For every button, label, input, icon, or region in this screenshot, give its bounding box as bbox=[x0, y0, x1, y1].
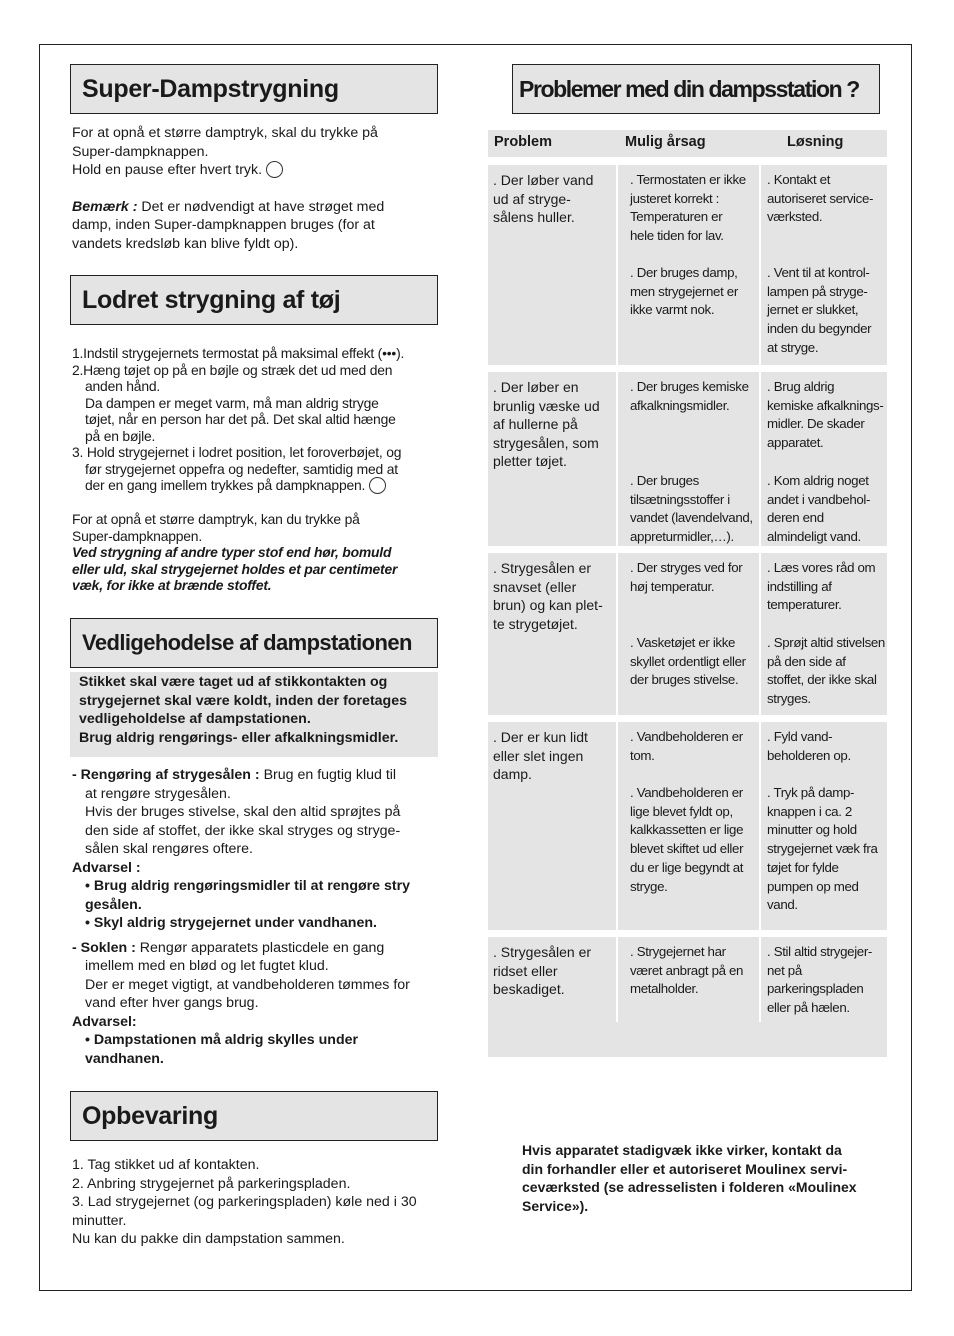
text-line: midler. De skader bbox=[767, 416, 865, 432]
column-divider bbox=[616, 372, 618, 546]
subheading: - Rengøring af strygesålen : bbox=[72, 767, 260, 783]
header-cause: Mulig årsag bbox=[625, 134, 706, 150]
text-line: damp. bbox=[493, 766, 532, 782]
column-divider bbox=[759, 165, 761, 365]
text-line: inden du begynder bbox=[767, 321, 872, 337]
text-line: at stryge. bbox=[767, 339, 819, 355]
cause-cell bbox=[618, 722, 760, 930]
text-line: Brug en fugtig klud til bbox=[259, 767, 397, 783]
text-line: vandet (lavendelvand, bbox=[630, 510, 753, 526]
cause-cell bbox=[618, 553, 760, 715]
list-item: 3. Lad strygejernet (og parkeringspladen) køle ned i 30 bbox=[72, 1194, 417, 1210]
cause-cell bbox=[618, 372, 760, 546]
text-line: Hvis apparatet stadigvæk ikke virker, kontakt da bbox=[522, 1142, 842, 1158]
heading-vedligeholdelse: Vedligehodelse af dampstationen bbox=[70, 618, 438, 668]
text-line: lige blevet fyldt op, bbox=[630, 803, 733, 819]
text-line: . Vasketøjet er ikke bbox=[630, 635, 736, 650]
solution-cell bbox=[761, 372, 887, 546]
solution-item bbox=[767, 264, 871, 358]
cause-cell bbox=[618, 165, 760, 365]
text-line: Super-dampknappen. bbox=[72, 143, 209, 160]
text-line: pumpen op med bbox=[767, 878, 859, 894]
text-line: . Der stryges ved for bbox=[630, 560, 743, 575]
text-line: strygesålen, som bbox=[493, 434, 599, 451]
solution-cell bbox=[761, 165, 887, 365]
text-line: . Kom aldrig noget bbox=[767, 473, 869, 488]
text-line: skyllet ordentligt eller bbox=[630, 653, 746, 669]
text-line: almindeligt vand. bbox=[767, 529, 861, 545]
text-line: metalholder. bbox=[630, 981, 699, 997]
text-line: vandhanen. bbox=[85, 1050, 164, 1067]
text-line: . Kontakt et bbox=[767, 172, 831, 187]
column-divider bbox=[616, 722, 618, 930]
text-line: ikke varmt nok. bbox=[630, 302, 715, 318]
text-line: . Der bruges bbox=[630, 473, 699, 488]
cause-item bbox=[630, 728, 743, 765]
text-line: . Der løber en bbox=[493, 379, 579, 395]
cause-item bbox=[630, 943, 743, 999]
text-line: . Tryk på damp- bbox=[767, 785, 855, 800]
text-line: Nu kan du pakke din dampstation sammen. bbox=[72, 1231, 345, 1247]
table-row bbox=[488, 722, 887, 930]
text-line: den side af stoffet, der ikke skal stryges og stryge- bbox=[85, 822, 401, 839]
text-line: . Stil altid strygejer- bbox=[767, 944, 873, 959]
text-line: . Vandbeholderen er bbox=[630, 785, 743, 800]
text-line: . Strygesålen er bbox=[493, 560, 592, 576]
text-line: ceværksted (se adresselisten i folderen «Moulinex bbox=[522, 1179, 857, 1195]
text-line: indstilling af bbox=[767, 578, 832, 594]
cause-item bbox=[630, 559, 742, 596]
text-line: vandets kredsløb kan blive fyldt op). bbox=[72, 235, 299, 252]
warning-line: Ved strygning af andre typer stof end hør, bomuld bbox=[72, 544, 392, 560]
text-line: strygejernet skal være koldt, inden der foretages bbox=[79, 692, 408, 709]
text-line: kemiske afkalknings- bbox=[767, 397, 884, 413]
text-line: beskadiget. bbox=[493, 981, 565, 997]
column-divider bbox=[759, 722, 761, 930]
text-line: imellem med en blød og let fugtet klud. bbox=[85, 958, 329, 974]
solution-item bbox=[767, 728, 851, 765]
text-line: . Der bruges kemiske bbox=[630, 379, 749, 394]
cause-item bbox=[630, 472, 753, 547]
text-line: stoffet, der ikke skal bbox=[767, 672, 877, 688]
text-line: du er lige begyndt at bbox=[630, 859, 744, 875]
text-line: anden hånd. bbox=[85, 378, 161, 394]
text-line: på den side af bbox=[767, 653, 846, 669]
text-line: vand. bbox=[767, 897, 798, 913]
text-line: hele tiden for lav. bbox=[630, 228, 724, 244]
text-line: parkeringspladen bbox=[767, 981, 864, 997]
text-line: . Sprøjt altid stivelsen bbox=[767, 635, 885, 650]
text-line: damp, inden Super-dampknappen bruges (for at bbox=[72, 217, 375, 233]
text-line: Der er meget vigtigt, at vandbeholderen tømmes for bbox=[85, 976, 410, 993]
cause-item bbox=[630, 264, 738, 320]
bullet-item: • Skyl aldrig strygejernet under vandhanen. bbox=[85, 915, 377, 931]
text-line: Service»). bbox=[522, 1197, 589, 1214]
cause-item bbox=[630, 784, 743, 896]
solution-item bbox=[767, 634, 885, 709]
text-line: der bruges stivelse. bbox=[630, 672, 739, 688]
solution-item bbox=[767, 559, 875, 615]
problem-cell bbox=[488, 722, 617, 930]
text-line: tom. bbox=[630, 747, 655, 763]
text-line: af hullerne på bbox=[493, 416, 578, 432]
text-line: temperaturer. bbox=[767, 597, 842, 613]
text-line: . Fyld vand- bbox=[767, 729, 833, 744]
text-line: Temperaturen er bbox=[630, 209, 723, 225]
warning-label: Advarsel : bbox=[72, 859, 141, 876]
text-line: knappen i ca. 2 bbox=[767, 803, 852, 819]
text-line: . Vent til at kontrol- bbox=[767, 265, 870, 280]
warning-label: Advarsel: bbox=[72, 1013, 137, 1030]
steam-button-icon bbox=[369, 477, 386, 494]
bullet-item: • Dampstationen må aldrig skylles under bbox=[85, 1032, 359, 1048]
text-line: . Der løber vand bbox=[493, 172, 594, 188]
solution-item bbox=[767, 472, 870, 547]
heading-opbevaring: Opbevaring bbox=[70, 1091, 438, 1141]
table-header bbox=[488, 130, 887, 157]
maintenance-warning-box bbox=[70, 672, 438, 757]
cause-item bbox=[630, 171, 746, 246]
text-line: minutter og hold bbox=[767, 822, 857, 838]
super-dampstrygning-text bbox=[72, 124, 442, 253]
column-divider bbox=[759, 553, 761, 715]
text-line: te strygetøjet. bbox=[493, 615, 578, 632]
table-row bbox=[488, 165, 887, 365]
problem-cell bbox=[488, 372, 617, 546]
warning-line: væk, for ikke at brænde stoffet. bbox=[72, 577, 272, 593]
text-line: ridset eller bbox=[493, 962, 558, 979]
text-line: tøjet for fylde bbox=[767, 859, 839, 875]
text-line: der en gang imellem trykkes på dampknappen. bbox=[85, 477, 366, 493]
text-line: justeret korrekt : bbox=[630, 190, 720, 206]
text-line: stryge. bbox=[630, 878, 668, 894]
text-line: snavset (eller bbox=[493, 578, 577, 595]
text-line: Hvis der bruges stivelse, skal den altid sprøjtes på bbox=[85, 804, 401, 820]
column-divider bbox=[616, 937, 618, 1022]
text-line: Brug aldrig rengørings- eller afkalkningsmidler. bbox=[79, 729, 399, 746]
text-line: Super-dampknappen. bbox=[72, 527, 202, 544]
text-line: før strygejernet oppefra og nedefter, samtidig med at bbox=[85, 460, 398, 477]
solution-item bbox=[767, 943, 872, 1018]
text-line: din forhandler eller et autoriseret Moulinex servi- bbox=[522, 1160, 848, 1177]
text-line: Stikket skal være taget ud af stikkontakten og bbox=[79, 674, 388, 690]
text-line: brunlig væske ud bbox=[493, 397, 600, 414]
text-line: brun) og kan plet- bbox=[493, 597, 603, 613]
note-label: Bemærk : bbox=[72, 198, 138, 215]
text-line: For at opnå et større damptryk, kan du trykke på bbox=[72, 511, 360, 527]
text-line: . Strygejernet har bbox=[630, 944, 726, 959]
text-line: . Der er kun lidt bbox=[493, 729, 588, 745]
text-line: eller slet ingen bbox=[493, 747, 584, 764]
text-line: afkalkningsmidler. bbox=[630, 397, 730, 413]
problem-cell bbox=[488, 553, 617, 715]
heading-problemer: Problemer med din dampsstation ? bbox=[512, 64, 880, 114]
text-line: eller på hælen. bbox=[767, 1000, 850, 1016]
text-line: været anbragt på en bbox=[630, 962, 744, 978]
text-line: stryges. bbox=[767, 691, 811, 707]
text-line: pletter tøjet. bbox=[493, 453, 567, 469]
text-line: Rengør apparatets plasticdele en gang bbox=[135, 939, 385, 956]
text-line: tøjet, når en person har det på. Det skal altid hænge bbox=[85, 411, 396, 427]
text-line: . Vandbeholderen er bbox=[630, 729, 743, 744]
text-line: lampen på stryge- bbox=[767, 283, 868, 299]
text-line: net på bbox=[767, 962, 802, 978]
solution-item bbox=[767, 171, 873, 227]
solution-cell bbox=[761, 937, 887, 1057]
lodret-strygning-text bbox=[72, 345, 444, 594]
list-item: 2. Anbring strygejernet på parkeringspladen. bbox=[72, 1175, 351, 1192]
text-line: . Termostaten er ikke bbox=[630, 172, 746, 187]
text-line: at rengøre strygesålen. bbox=[85, 785, 231, 802]
cause-item bbox=[630, 634, 746, 690]
maintenance-text bbox=[72, 766, 444, 1068]
list-item: 1. Tag stikket ud af kontakten. bbox=[72, 1157, 260, 1173]
heading-super-dampstrygning: Super-Dampstrygning bbox=[70, 64, 438, 114]
table-row bbox=[488, 553, 887, 715]
column-divider bbox=[759, 372, 761, 546]
column-divider bbox=[759, 937, 761, 1022]
text-line: . Strygesålen er bbox=[493, 944, 592, 960]
table-row bbox=[488, 937, 887, 1057]
warning-line: eller uld, skal strygejernet holdes et par centimeter bbox=[72, 560, 398, 577]
table-row bbox=[488, 372, 887, 546]
text-line: ud af stryge- bbox=[493, 190, 571, 207]
header-solution: Løsning bbox=[787, 134, 844, 150]
text-line: andet i vandbehol- bbox=[767, 491, 871, 507]
footer-note bbox=[522, 1141, 892, 1215]
text-line: apparatet. bbox=[767, 435, 824, 451]
column-divider bbox=[616, 553, 618, 715]
text-line: vand efter hver gangs brug. bbox=[85, 995, 259, 1011]
text-line: appreturmidler,…). bbox=[630, 529, 734, 545]
heading-lodret-strygning: Lodret strygning af tøj bbox=[70, 275, 438, 325]
text-line: autoriseret service- bbox=[767, 190, 874, 206]
solution-item bbox=[767, 378, 883, 453]
list-item: 2.Hæng tøjet op på en bøjle og stræk det ud med den bbox=[72, 361, 393, 378]
text-line: beholderen op. bbox=[767, 747, 851, 763]
header-problem: Problem bbox=[494, 134, 553, 150]
text-line: værksted. bbox=[767, 209, 823, 225]
text-line: . Læs vores råd om bbox=[767, 560, 876, 575]
text-line: tilsætningsstoffer i bbox=[630, 491, 730, 507]
text-line: sålen skal rengøres oftere. bbox=[85, 841, 253, 857]
text-line: strygejernet væk fra bbox=[767, 841, 878, 857]
bullet-item: • Brug aldrig rengøringsmidler til at rengøre stry bbox=[85, 878, 411, 894]
text-line: sålens huller. bbox=[493, 209, 575, 225]
steam-button-icon bbox=[266, 161, 283, 178]
list-item: 3. Hold strygejernet i lodret position, let foroverbøjet, og bbox=[72, 444, 402, 460]
text-line: blevet skiftet ud eller bbox=[630, 841, 744, 857]
text-line: vedligeholdelse af dampstationen. bbox=[79, 711, 311, 727]
problem-cell bbox=[488, 937, 617, 1057]
subheading: - Soklen : bbox=[72, 939, 136, 956]
text-line: Da dampen er meget varm, må man aldrig stryge bbox=[85, 394, 379, 411]
text-line: på en bøjle. bbox=[85, 427, 156, 444]
text-line: minutter. bbox=[72, 1212, 127, 1229]
cause-item bbox=[630, 378, 749, 415]
text-line: kalkkassetten er lige bbox=[630, 822, 744, 838]
solution-item bbox=[767, 784, 878, 915]
list-item: 1.Indstil strygejernets termostat på maksimal effekt (•••). bbox=[72, 345, 405, 361]
text-line: men strygejernet er bbox=[630, 283, 738, 299]
opbevaring-text bbox=[72, 1156, 444, 1249]
text-line: Hold en pause efter hvert tryk. bbox=[72, 162, 263, 178]
solution-cell bbox=[761, 722, 887, 930]
text-line: Det er nødvendigt at have strøget med bbox=[137, 198, 385, 215]
text-line: . Der bruges damp, bbox=[630, 265, 738, 280]
column-divider bbox=[616, 165, 618, 365]
text-line: For at opnå et større damptryk, skal du trykke på bbox=[72, 125, 378, 141]
text-line: deren end bbox=[767, 510, 824, 526]
text-line: gesålen. bbox=[85, 896, 142, 913]
cause-cell bbox=[618, 937, 760, 1057]
text-line: høj temperatur. bbox=[630, 578, 715, 594]
text-line: jernet er slukket, bbox=[767, 302, 859, 318]
text-line: . Brug aldrig bbox=[767, 379, 835, 394]
problem-cell bbox=[488, 165, 617, 365]
solution-cell bbox=[761, 553, 887, 715]
